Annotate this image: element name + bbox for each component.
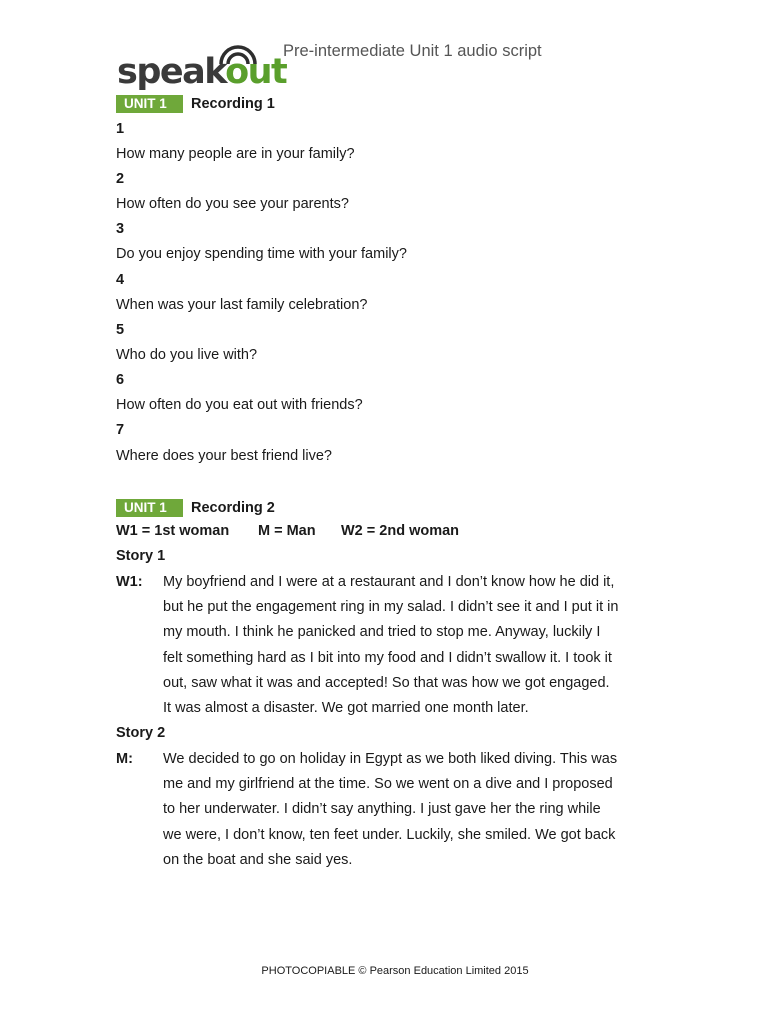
story-2-text bbox=[163, 747, 663, 873]
story-title: Story 1 bbox=[116, 548, 166, 564]
story-title: Story 2 bbox=[116, 725, 166, 741]
question-number: 2 bbox=[116, 171, 125, 187]
question-number: 6 bbox=[116, 372, 125, 388]
transcript-line: out, saw what it was and accepted! So that was how we got engaged. bbox=[163, 674, 610, 691]
transcript-line: We decided to go on holiday in Egypt as we both liked diving. This was bbox=[163, 751, 618, 767]
unit-badge: UNIT 1 bbox=[116, 95, 183, 113]
story-1-text bbox=[163, 570, 663, 721]
transcript-line: to her underwater. I didn’t say anything. I just gave her the ring while bbox=[163, 801, 601, 818]
speakout-logo bbox=[117, 44, 287, 94]
question-text: How many people are in your family? bbox=[116, 146, 355, 162]
question-text: How often do you eat out with friends? bbox=[116, 397, 363, 413]
transcript-line: It was almost a disaster. We got married one month later. bbox=[163, 700, 529, 717]
speaker-key bbox=[341, 523, 459, 539]
recording-2-heading bbox=[116, 499, 275, 517]
question-text: Where does your best friend live? bbox=[116, 448, 332, 464]
page-footer: PHOTOCOPIABLE © Pearson Education Limited 2015 bbox=[261, 965, 529, 977]
logo-wordmark: speakout bbox=[117, 52, 287, 92]
transcript-line: felt something hard as I bit into my food and I didn’t swallow it. I took it bbox=[163, 649, 612, 666]
speaker-label: W1: bbox=[116, 574, 143, 590]
speaker-key bbox=[258, 523, 316, 539]
transcript-line: My boyfriend and I were at a restaurant and I don’t know how he did it, bbox=[163, 574, 615, 590]
question-number: 5 bbox=[116, 322, 125, 338]
recording-1-heading bbox=[116, 95, 275, 113]
question-number: 1 bbox=[116, 121, 125, 137]
page-title: Pre-intermediate Unit 1 audio script bbox=[283, 42, 542, 60]
role-w2: W2 = 2nd woman bbox=[341, 523, 460, 539]
question-text: How often do you see your parents? bbox=[116, 196, 349, 212]
question-text: Do you enjoy spending time with your family? bbox=[116, 246, 407, 262]
role-w1: W1 = 1st woman bbox=[116, 523, 230, 539]
recording-label: Recording 2 bbox=[191, 500, 275, 516]
transcript-line: on the boat and she said yes. bbox=[163, 851, 353, 868]
transcript-line: my mouth. I think he panicked and tried to stop me. Anyway, luckily I bbox=[163, 624, 601, 641]
question-text: When was your last family celebration? bbox=[116, 297, 368, 313]
unit-badge: UNIT 1 bbox=[116, 499, 183, 517]
question-number: 4 bbox=[116, 272, 125, 288]
question-number: 3 bbox=[116, 221, 125, 237]
question-number: 7 bbox=[116, 422, 125, 438]
speaker-label: M: bbox=[116, 751, 133, 767]
speaker-key bbox=[116, 523, 229, 539]
recording-label: Recording 1 bbox=[191, 96, 275, 112]
transcript-line: me and my girlfriend at the time. So we went on a dive and I proposed bbox=[163, 776, 613, 793]
question-text: Who do you live with? bbox=[116, 347, 258, 363]
sound-waves-icon bbox=[215, 44, 261, 66]
role-m: M = Man bbox=[258, 523, 316, 539]
transcript-line: we were, I don’t know, ten feet under. Luckily, she smiled. We got back bbox=[163, 826, 616, 843]
transcript-line: but he put the engagement ring in my salad. I didn’t see it and I put it in bbox=[163, 599, 619, 616]
